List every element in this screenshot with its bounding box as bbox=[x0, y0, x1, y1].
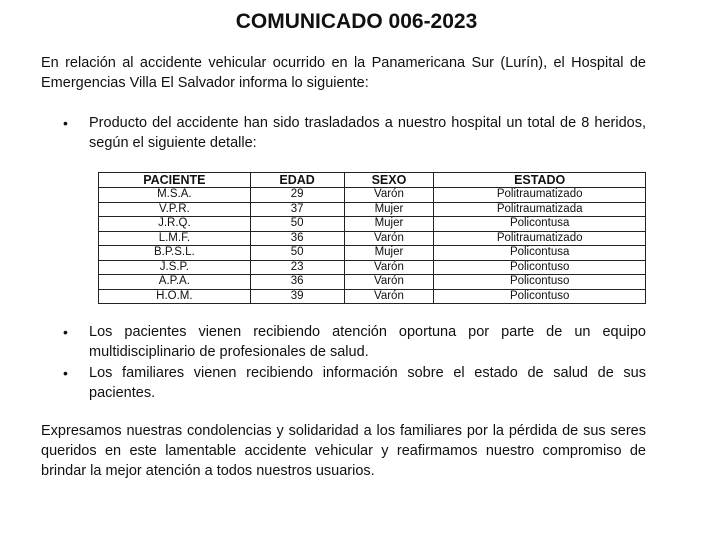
cell-sexo: Varón bbox=[344, 188, 434, 203]
header-sexo: SEXO bbox=[344, 173, 434, 188]
bullet-text: Producto del accidente han sido trasladados a nuestro hospital un total de 8 heridos, según el siguiente detalle: bbox=[89, 115, 646, 151]
bullet-item bbox=[63, 322, 646, 362]
patients-table bbox=[98, 172, 646, 304]
bullet-icon: • bbox=[63, 324, 68, 340]
header-estado: ESTADO bbox=[434, 173, 646, 188]
header-paciente: PACIENTE bbox=[99, 173, 251, 188]
table-row bbox=[99, 260, 646, 275]
cell-edad: 29 bbox=[250, 188, 344, 203]
cell-estado: Policontuso bbox=[434, 275, 646, 290]
cell-sexo: Varón bbox=[344, 260, 434, 275]
document-title: COMUNICADO 006-2023 bbox=[235, 10, 478, 33]
bullet-item bbox=[63, 363, 646, 403]
cell-edad: 37 bbox=[250, 202, 344, 217]
closing-paragraph: Expresamos nuestras condolencias y solidaridad a los familiares por la pérdida de sus seres queridos en este lamentable accidente vehicular y reafirmamos nuestro compromiso de brindar la mejor atención a todos nuestros usuarios. bbox=[41, 423, 646, 479]
cell-edad: 36 bbox=[250, 231, 344, 246]
cell-sexo: Varón bbox=[344, 289, 434, 304]
cell-estado: Politraumatizado bbox=[434, 231, 646, 246]
cell-estado: Policontusa bbox=[434, 217, 646, 232]
cell-estado: Policontuso bbox=[434, 289, 646, 304]
table-row bbox=[99, 202, 646, 217]
bullet-icon: • bbox=[63, 365, 68, 381]
table-row bbox=[99, 217, 646, 232]
table-row bbox=[99, 275, 646, 290]
table-header-row bbox=[99, 173, 646, 188]
cell-sexo: Mujer bbox=[344, 246, 434, 261]
table-row bbox=[99, 231, 646, 246]
cell-paciente: B.P.S.L. bbox=[99, 246, 251, 261]
cell-sexo: Mujer bbox=[344, 202, 434, 217]
bullet-text: Los familiares vienen recibiendo información sobre el estado de salud de sus pacientes. bbox=[89, 365, 646, 401]
intro-paragraph: En relación al accidente vehicular ocurrido en la Panamericana Sur (Lurín), el Hospital de Emergencias Villa El Salvador informa lo siguiente: bbox=[41, 55, 646, 91]
cell-estado: Politraumatizada bbox=[434, 202, 646, 217]
header-edad: EDAD bbox=[250, 173, 344, 188]
cell-paciente: V.P.R. bbox=[99, 202, 251, 217]
cell-paciente: J.S.P. bbox=[99, 260, 251, 275]
bullet-text: Los pacientes vienen recibiendo atención oportuna por parte de un equipo multidisciplinario de profesionales de salud. bbox=[89, 324, 646, 360]
cell-paciente: J.R.Q. bbox=[99, 217, 251, 232]
bullet-item bbox=[63, 113, 646, 153]
cell-paciente: L.M.F. bbox=[99, 231, 251, 246]
bullet-icon: • bbox=[63, 115, 68, 131]
cell-paciente: M.S.A. bbox=[99, 188, 251, 203]
cell-sexo: Varón bbox=[344, 231, 434, 246]
cell-estado: Policontuso bbox=[434, 260, 646, 275]
cell-paciente: A.P.A. bbox=[99, 275, 251, 290]
cell-estado: Politraumatizado bbox=[434, 188, 646, 203]
table-row bbox=[99, 289, 646, 304]
cell-edad: 50 bbox=[250, 217, 344, 232]
table-row bbox=[99, 246, 646, 261]
cell-sexo: Mujer bbox=[344, 217, 434, 232]
cell-edad: 39 bbox=[250, 289, 344, 304]
cell-edad: 50 bbox=[250, 246, 344, 261]
cell-estado: Policontusa bbox=[434, 246, 646, 261]
table-row bbox=[99, 188, 646, 203]
cell-edad: 23 bbox=[250, 260, 344, 275]
cell-sexo: Varón bbox=[344, 275, 434, 290]
cell-edad: 36 bbox=[250, 275, 344, 290]
cell-paciente: H.O.M. bbox=[99, 289, 251, 304]
